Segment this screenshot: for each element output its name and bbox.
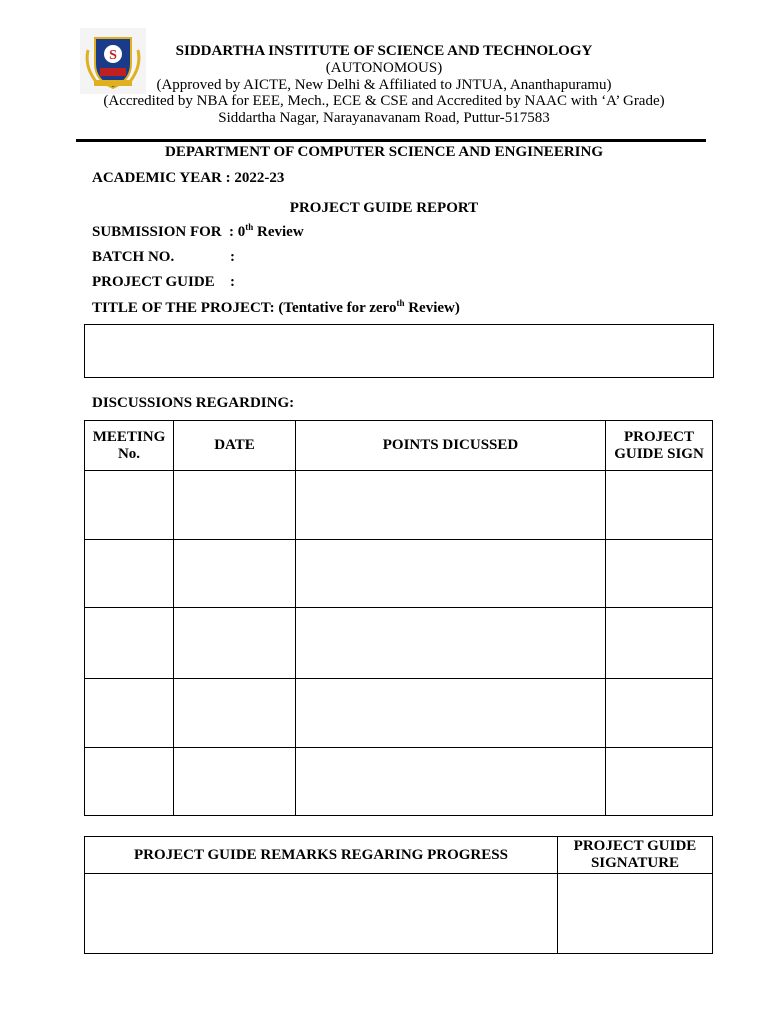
meeting-no-cell[interactable] bbox=[85, 540, 174, 608]
batch-colon: : bbox=[230, 249, 235, 265]
points-cell[interactable] bbox=[296, 540, 606, 608]
remarks-row bbox=[85, 874, 713, 954]
header-guide-signature: PROJECT GUIDE SIGNATURE bbox=[558, 837, 713, 874]
guide-colon: : bbox=[230, 274, 235, 290]
meetings-table bbox=[84, 420, 713, 816]
header-remarks: PROJECT GUIDE REMARKS REGARING PROGRESS bbox=[85, 837, 558, 874]
meeting-no-cell[interactable] bbox=[85, 471, 174, 540]
meetings-header-row bbox=[85, 421, 713, 471]
academic-year: ACADEMIC YEAR : 2022-23 bbox=[92, 170, 285, 186]
header-guide-sign: PROJECT GUIDE SIGN bbox=[606, 421, 713, 471]
points-cell[interactable] bbox=[296, 608, 606, 679]
remarks-table bbox=[84, 836, 713, 954]
sign-cell[interactable] bbox=[606, 608, 713, 679]
table-row bbox=[85, 748, 713, 816]
address-text: Siddartha Nagar, Narayanavanam Road, Puttur-517583 bbox=[218, 110, 550, 126]
date-cell[interactable] bbox=[174, 471, 296, 540]
points-cell[interactable] bbox=[296, 748, 606, 816]
meeting-no-cell[interactable] bbox=[85, 608, 174, 679]
header-divider bbox=[76, 139, 706, 142]
date-cell[interactable] bbox=[174, 679, 296, 748]
date-cell[interactable] bbox=[174, 748, 296, 816]
sign-cell[interactable] bbox=[606, 679, 713, 748]
discussions-label: DISCUSSIONS REGARDING: bbox=[92, 395, 295, 411]
approval-text: (Approved by AICTE, New Delhi & Affiliated to JNTUA, Ananthapuramu) bbox=[156, 77, 612, 93]
header-date: DATE bbox=[174, 421, 296, 471]
remarks-header-row bbox=[85, 837, 713, 874]
points-cell[interactable] bbox=[296, 679, 606, 748]
date-cell[interactable] bbox=[174, 608, 296, 679]
meeting-no-cell[interactable] bbox=[85, 679, 174, 748]
logo-letter: S bbox=[109, 48, 117, 63]
table-row bbox=[85, 679, 713, 748]
institute-name: SIDDARTHA INSTITUTE OF SCIENCE AND TECHNOLOGY bbox=[175, 43, 593, 59]
sign-cell[interactable] bbox=[606, 540, 713, 608]
date-cell[interactable] bbox=[174, 540, 296, 608]
submission-value: : 0th Review bbox=[229, 222, 304, 240]
header-meeting-no: MEETING No. bbox=[85, 421, 174, 471]
meeting-no-cell[interactable] bbox=[85, 748, 174, 816]
points-cell[interactable] bbox=[296, 471, 606, 540]
guide-label: PROJECT GUIDE bbox=[92, 274, 215, 290]
sign-cell[interactable] bbox=[606, 748, 713, 816]
remarks-cell[interactable] bbox=[85, 874, 558, 954]
report-title: PROJECT GUIDE REPORT bbox=[289, 200, 479, 216]
project-title-box[interactable] bbox=[84, 324, 714, 378]
table-row bbox=[85, 471, 713, 540]
accreditation-text: (Accredited by NBA for EEE, Mech., ECE & CSE and Accredited by NAAC with ‘A’ Grade) bbox=[103, 93, 665, 109]
batch-label: BATCH NO. bbox=[92, 249, 175, 265]
autonomous-text: (AUTONOMOUS) bbox=[325, 60, 443, 76]
header-points-discussed: POINTS DICUSSED bbox=[296, 421, 606, 471]
table-row bbox=[85, 540, 713, 608]
department-title: DEPARTMENT OF COMPUTER SCIENCE AND ENGINEERING bbox=[165, 144, 603, 160]
table-row bbox=[85, 608, 713, 679]
project-title-label: TITLE OF THE PROJECT: (Tentative for zero$^{th}$ Review) bbox=[92, 298, 460, 316]
sign-cell[interactable] bbox=[606, 471, 713, 540]
signature-cell[interactable] bbox=[558, 874, 713, 954]
submission-label: SUBMISSION FOR bbox=[92, 224, 222, 240]
